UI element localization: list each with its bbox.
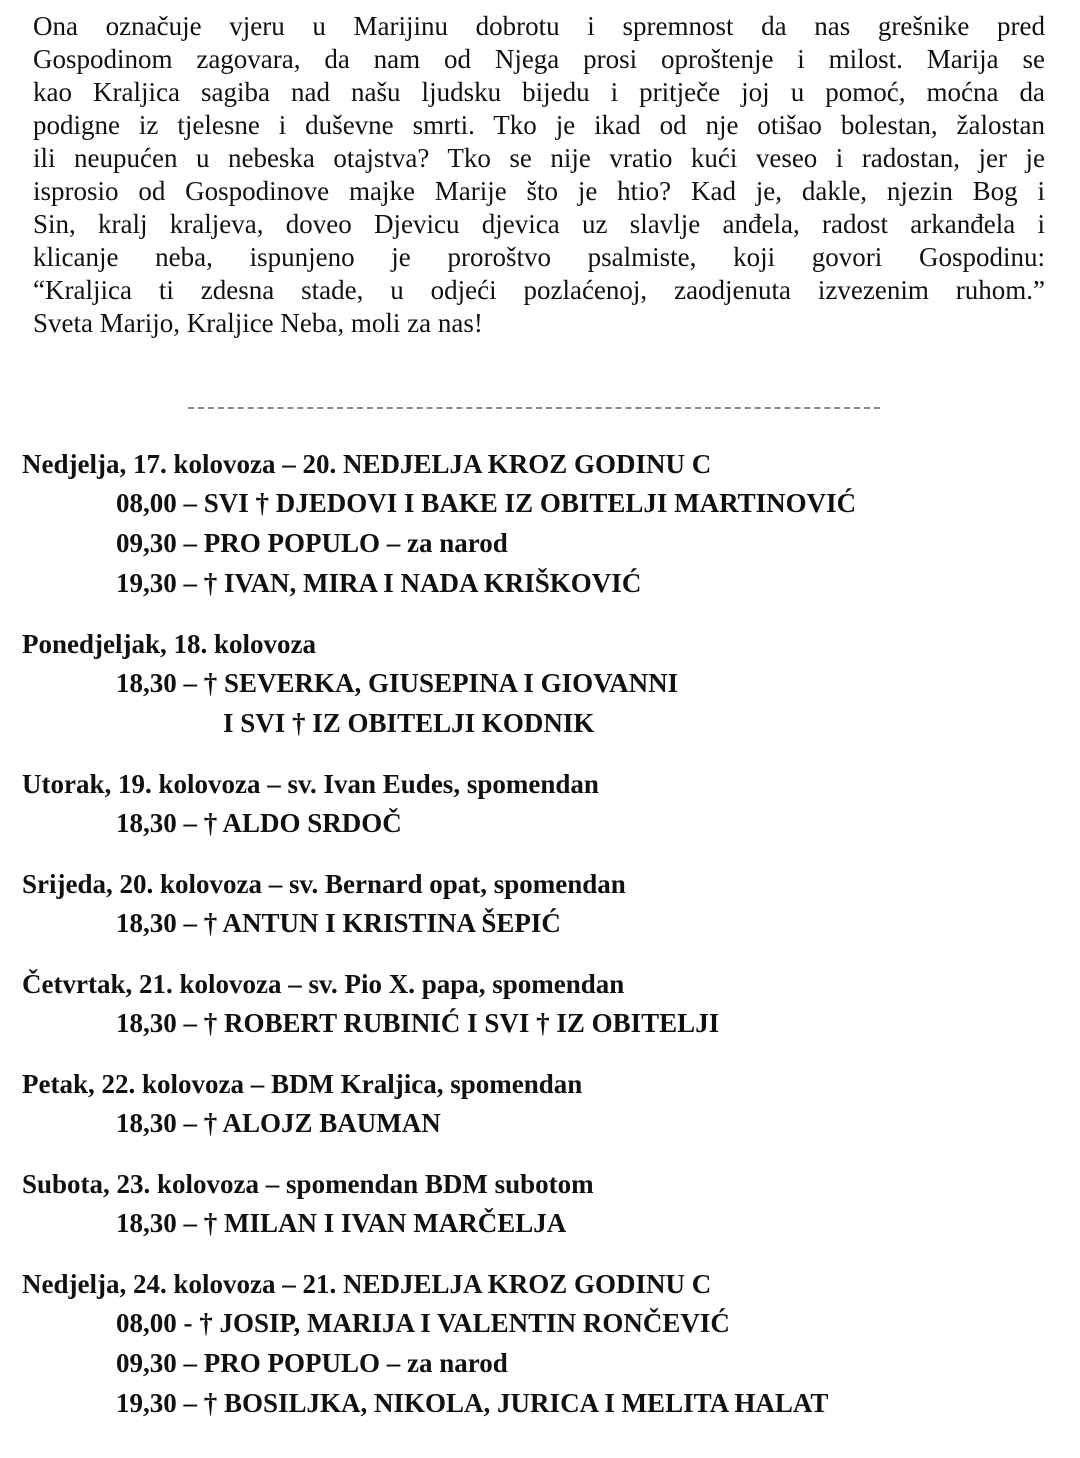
mass-entry: 19,30 – † BOSILJKA, NIKOLA, JURICA I MELITA HALAT	[116, 1388, 829, 1418]
day-title: Četvrtak, 21. kolovoza – sv. Pio X. papa, spomendan	[22, 969, 625, 999]
mass-entry: 08,00 – SVI † DJEDOVI I BAKE IZ OBITELJI MARTINOVIĆ	[116, 488, 857, 518]
section-divider	[188, 407, 880, 409]
intro-line: klicanje neba, ispunjeno je proroštvo psalmiste, koji govori Gospodinu:	[33, 242, 1045, 272]
day-title: Utorak, 19. kolovoza – sv. Ivan Eudes, spomendan	[22, 769, 599, 799]
schedule-day	[22, 965, 1062, 1043]
mass-entry: 08,00 - † JOSIP, MARIJA I VALENTIN RONČEVIĆ	[116, 1308, 730, 1338]
intro-line: Ona označuje vjeru u Marijinu dobrotu i spremnost da nas grešnike pred	[33, 11, 1045, 41]
schedule-day	[22, 1065, 1062, 1143]
intro-line: Gospodinom zagovara, da nam od Njega prosi oproštenje i milost. Marija se	[33, 44, 1045, 74]
mass-entry-continuation: I SVI † IZ OBITELJI KODNIK	[223, 708, 595, 738]
schedule-day	[22, 865, 1062, 943]
intro-line: Sveta Marijo, Kraljice Neba, moli za nas!	[33, 308, 483, 338]
mass-entry: 19,30 – † IVAN, MIRA I NADA KRIŠKOVIĆ	[116, 568, 642, 598]
schedule-day	[22, 765, 1062, 843]
day-title: Nedjelja, 17. kolovoza – 20. NEDJELJA KROZ GODINU C	[22, 449, 712, 479]
intro-line: kao Kraljica sagiba nad našu ljudsku bijedu i pritječe joj u pomoć, moćna da	[33, 77, 1045, 107]
intro-paragraph	[33, 10, 1045, 340]
schedule-day	[22, 1265, 1062, 1423]
schedule-day	[22, 1165, 1062, 1243]
schedule-day	[22, 445, 1062, 603]
mass-entry: 18,30 – † ANTUN I KRISTINA ŠEPIĆ	[116, 908, 561, 938]
intro-line: ili neupućen u nebeska otajstva? Tko se nije vratio kući veseo i radostan, jer je	[33, 143, 1045, 173]
mass-entry: 18,30 – † ALDO SRDOČ	[116, 808, 402, 838]
mass-entry: 18,30 – † SEVERKA, GIUSEPINA I GIOVANNI	[116, 668, 679, 698]
day-title: Petak, 22. kolovoza – BDM Kraljica, spomendan	[22, 1069, 583, 1099]
mass-entry: 09,30 – PRO POPULO – za narod	[116, 528, 508, 558]
mass-schedule	[22, 445, 1062, 1445]
day-title: Ponedjeljak, 18. kolovoza	[22, 629, 316, 659]
intro-line: podigne iz tjelesne i duševne smrti. Tko je ikad od nje otišao bolestan, žalostan	[33, 110, 1045, 140]
day-title: Subota, 23. kolovoza – spomendan BDM subotom	[22, 1169, 594, 1199]
intro-line: “Kraljica ti zdesna stade, u odjeći pozlaćenoj, zaodjenuta izvezenim ruhom.”	[33, 275, 1045, 305]
schedule-day	[22, 625, 1062, 743]
day-title: Srijeda, 20. kolovoza – sv. Bernard opat, spomendan	[22, 869, 626, 899]
mass-entry: 18,30 – † ALOJZ BAUMAN	[116, 1108, 441, 1138]
day-title: Nedjelja, 24. kolovoza – 21. NEDJELJA KROZ GODINU C	[22, 1269, 712, 1299]
mass-entry: 18,30 – † MILAN I IVAN MARČELJA	[116, 1208, 567, 1238]
mass-entry: 18,30 – † ROBERT RUBINIĆ I SVI † IZ OBITELJI	[116, 1008, 720, 1038]
mass-entry: 09,30 – PRO POPULO – za narod	[116, 1348, 508, 1378]
intro-line: isprosio od Gospodinove majke Marije što je htio? Kad je, dakle, njezin Bog i	[33, 176, 1045, 206]
intro-line: Sin, kralj kraljeva, doveo Djevicu djevica uz slavlje anđela, radost arkanđela i	[33, 209, 1045, 239]
